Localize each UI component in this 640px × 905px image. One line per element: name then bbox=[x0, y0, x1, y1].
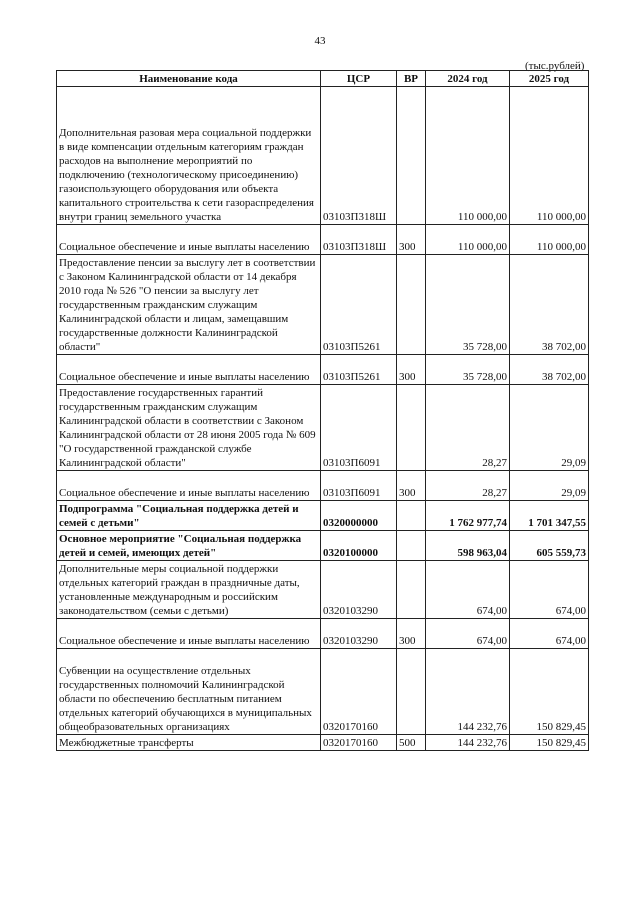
row-2024-cell: 674,00 bbox=[426, 561, 510, 619]
table-body bbox=[57, 87, 589, 751]
row-csr-cell: 03103П5261 bbox=[321, 255, 397, 355]
table-row bbox=[57, 255, 589, 355]
row-csr-cell: 0320170160 bbox=[321, 649, 397, 735]
row-vr-cell: 300 bbox=[397, 619, 426, 649]
table-row bbox=[57, 531, 589, 561]
row-2025-cell: 150 829,45 bbox=[510, 735, 589, 751]
table-row bbox=[57, 735, 589, 751]
row-2024-cell: 598 963,04 bbox=[426, 531, 510, 561]
row-2025-cell: 110 000,00 bbox=[510, 225, 589, 255]
table-row bbox=[57, 385, 589, 471]
row-2025-cell: 674,00 bbox=[510, 619, 589, 649]
row-csr-cell: 0320100000 bbox=[321, 531, 397, 561]
row-2025-cell: 29,09 bbox=[510, 471, 589, 501]
row-2025-cell: 605 559,73 bbox=[510, 531, 589, 561]
row-2025-cell: 38 702,00 bbox=[510, 255, 589, 355]
row-csr-cell: 03103П6091 bbox=[321, 471, 397, 501]
header-2024: 2024 год bbox=[426, 71, 510, 87]
row-2024-cell: 144 232,76 bbox=[426, 649, 510, 735]
row-2024-cell: 110 000,00 bbox=[426, 225, 510, 255]
row-name-cell: Основное мероприятие "Социальная поддержка детей и семей, имеющих детей" bbox=[57, 531, 321, 561]
budget-table bbox=[56, 70, 589, 751]
row-csr-cell: 03103П6091 bbox=[321, 385, 397, 471]
table-row bbox=[57, 619, 589, 649]
table-row bbox=[57, 87, 589, 225]
row-2025-cell: 38 702,00 bbox=[510, 355, 589, 385]
row-vr-cell: 300 bbox=[397, 225, 426, 255]
row-name-cell: Социальное обеспечение и иные выплаты населению bbox=[57, 471, 321, 501]
row-2025-cell: 674,00 bbox=[510, 561, 589, 619]
row-csr-cell: 0320103290 bbox=[321, 561, 397, 619]
row-vr-cell bbox=[397, 649, 426, 735]
table-row bbox=[57, 355, 589, 385]
row-2025-cell: 110 000,00 bbox=[510, 87, 589, 225]
row-name-cell: Предоставление пенсии за выслугу лет в соответствии с Законом Калининградской области от 14 декабря 2010 года № 526 "О пенсии за выслугу лет государственным гражданским служащим Калининградской области и лицам, замещавшим государственные должности Калининградской области" bbox=[57, 255, 321, 355]
row-csr-cell: 03103П318Ш bbox=[321, 225, 397, 255]
row-2024-cell: 110 000,00 bbox=[426, 87, 510, 225]
row-2025-cell: 1 701 347,55 bbox=[510, 501, 589, 531]
row-vr-cell bbox=[397, 531, 426, 561]
row-2024-cell: 35 728,00 bbox=[426, 255, 510, 355]
table-row bbox=[57, 501, 589, 531]
row-name-cell: Социальное обеспечение и иные выплаты населению bbox=[57, 619, 321, 649]
table-row bbox=[57, 225, 589, 255]
row-vr-cell: 300 bbox=[397, 471, 426, 501]
row-2024-cell: 1 762 977,74 bbox=[426, 501, 510, 531]
header-2025: 2025 год bbox=[510, 71, 589, 87]
row-name-cell: Подпрограмма "Социальная поддержка детей и семей с детьми" bbox=[57, 501, 321, 531]
row-name-cell: Социальное обеспечение и иные выплаты населению bbox=[57, 225, 321, 255]
row-2024-cell: 144 232,76 bbox=[426, 735, 510, 751]
row-vr-cell bbox=[397, 385, 426, 471]
table-row bbox=[57, 471, 589, 501]
row-2024-cell: 35 728,00 bbox=[426, 355, 510, 385]
row-name-cell: Социальное обеспечение и иные выплаты населению bbox=[57, 355, 321, 385]
row-name-cell: Дополнительные меры социальной поддержки отдельных категорий граждан в праздничные даты, установленные международным и российским законодательством (семьи с детьми) bbox=[57, 561, 321, 619]
page-number: 43 bbox=[314, 35, 326, 47]
row-vr-cell bbox=[397, 501, 426, 531]
table-row bbox=[57, 649, 589, 735]
header-name: Наименование кода bbox=[57, 71, 321, 87]
row-csr-cell: 0320000000 bbox=[321, 501, 397, 531]
row-csr-cell: 03103П318Ш bbox=[321, 87, 397, 225]
row-name-cell: Дополнительная разовая мера социальной поддержки в виде компенсации отдельным категориям граждан расходов на выполнение мероприятий по подключению (технологическому присоединению) газоиспользующего оборудования или объекта капитального строительства к сети газораспределения внутри границ земельного участка bbox=[57, 87, 321, 225]
row-name-cell: Межбюджетные трансферты bbox=[57, 735, 321, 751]
header-vr: ВР bbox=[397, 71, 426, 87]
row-vr-cell bbox=[397, 87, 426, 225]
row-csr-cell: 0320103290 bbox=[321, 619, 397, 649]
row-name-cell: Субвенции на осуществление отдельных государственных полномочий Калининградской области по обеспечению бесплатным питанием отдельных категорий обучающихся в муниципальных общеобразовательных организациях bbox=[57, 649, 321, 735]
row-csr-cell: 0320170160 bbox=[321, 735, 397, 751]
table-row bbox=[57, 561, 589, 619]
table-header-row bbox=[57, 71, 589, 87]
row-2025-cell: 150 829,45 bbox=[510, 649, 589, 735]
row-vr-cell bbox=[397, 561, 426, 619]
row-2025-cell: 29,09 bbox=[510, 385, 589, 471]
row-name-cell: Предоставление государственных гарантий государственным гражданским служащим Калининградской области в соответствии с Законом Калининградской области от 28 июня 2005 года № 609 "О государственной гражданской службе Калининградской области" bbox=[57, 385, 321, 471]
row-2024-cell: 28,27 bbox=[426, 471, 510, 501]
units-label: (тыс.рублей) bbox=[525, 60, 585, 72]
row-2024-cell: 674,00 bbox=[426, 619, 510, 649]
row-csr-cell: 03103П5261 bbox=[321, 355, 397, 385]
row-vr-cell: 300 bbox=[397, 355, 426, 385]
header-csr: ЦСР bbox=[321, 71, 397, 87]
row-vr-cell: 500 bbox=[397, 735, 426, 751]
row-vr-cell bbox=[397, 255, 426, 355]
row-2024-cell: 28,27 bbox=[426, 385, 510, 471]
